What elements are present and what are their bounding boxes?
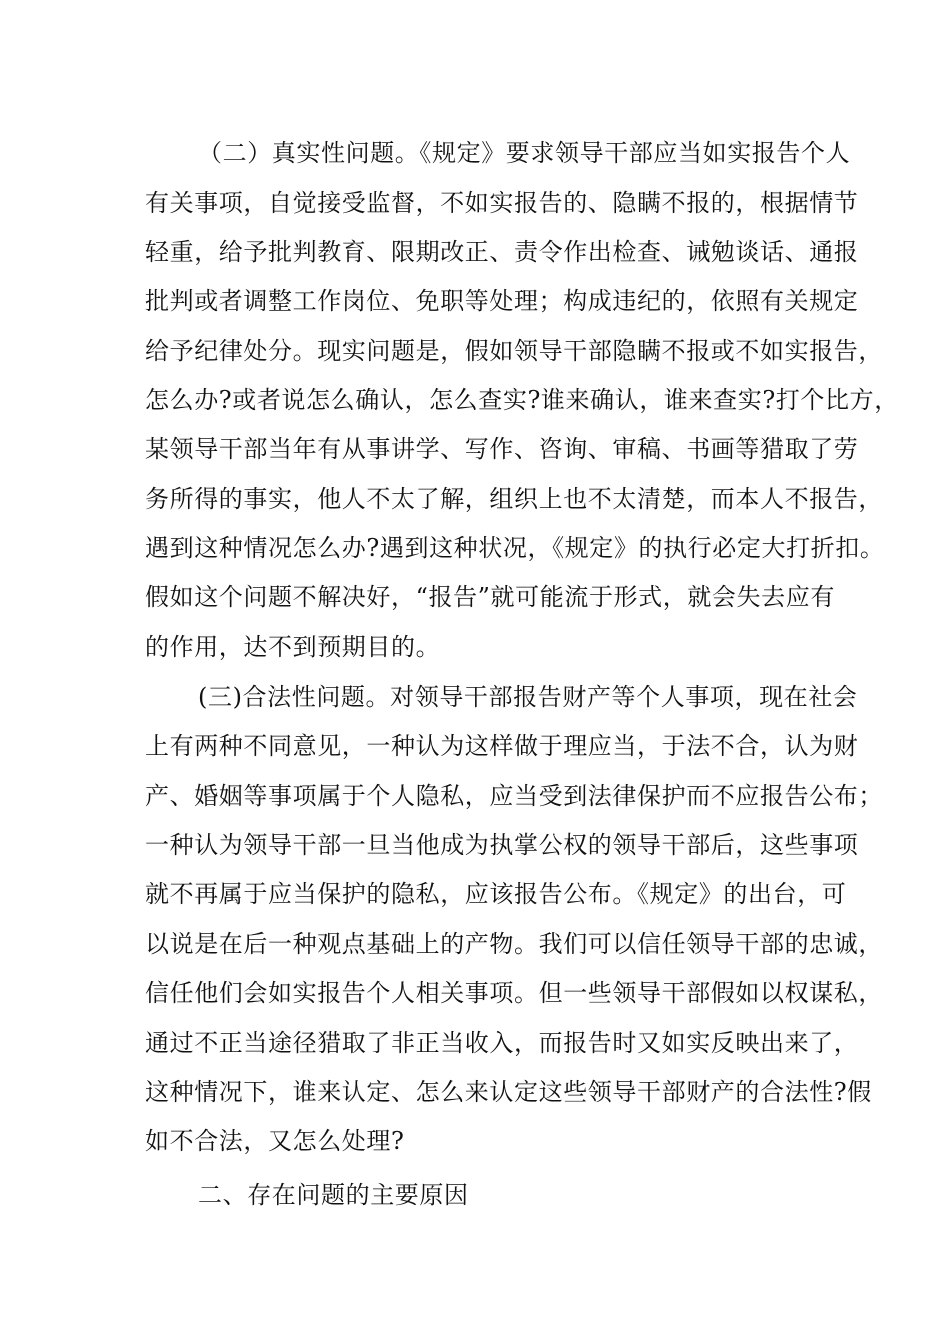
paragraph-3-line-5: 就不再属于应当保护的隐私，应该报告公布。《规定》的出台，可 — [145, 880, 847, 908]
paragraph-3-line-10: 如不合法，又怎么处理? — [145, 1127, 405, 1155]
paragraph-3-line-4: 一种认为领导干部一旦当他成为执掌公权的领导干部后，这些事项 — [145, 831, 859, 859]
paragraph-3-line-3: 产、婚姻等事项属于个人隐私，应当受到法律保护而不应报告公布； — [145, 782, 883, 810]
paragraph-3-line-1: (三)合法性问题。对领导干部报告财产等个人事项，现在社会 — [198, 683, 858, 711]
paragraph-3-line-9: 这种情况下，谁来认定、怎么来认定这些领导干部财产的合法性?假 — [145, 1078, 872, 1106]
paragraph-3-line-8: 通过不正当途径猎取了非正当收入，而报告时又如实反映出来了， — [145, 1029, 859, 1057]
paragraph-2-line-7: 某领导干部当年有从事讲学、写作、咨询、审稿、书画等猎取了劳 — [145, 435, 859, 463]
section-heading: 二、存在问题的主要原因 — [198, 1181, 469, 1209]
paragraph-2-line-5: 给予纪律处分。现实问题是，假如领导干部隐瞒不报或不如实报告， — [145, 337, 883, 365]
paragraph-2-line-6: 怎么办?或者说怎么确认，怎么查实?谁来确认，谁来查实?打个比方， — [145, 386, 899, 414]
paragraph-2-line-10: 假如这个问题不解决好，“报告”就可能流于形式，就会失去应有 — [145, 583, 835, 611]
paragraph-2-line-3: 轻重，给予批判教育、限期改正、责令作出检查、诫勉谈话、通报 — [145, 238, 859, 266]
paragraph-3-line-2: 上有两种不同意见，一种认为这样做于理应当，于法不合，认为财 — [145, 732, 859, 760]
paragraph-2-line-9: 遇到这种情况怎么办?遇到这种状况，《规定》的执行必定大打折扣。 — [145, 534, 885, 562]
paragraph-3-line-7: 信任他们会如实报告个人相关事项。但一些领导干部假如以权谋私， — [145, 979, 883, 1007]
paragraph-2-line-11: 的作用，达不到预期目的。 — [145, 633, 441, 661]
paragraph-2-line-4: 批判或者调整工作岗位、免职等处理；构成违纪的，依照有关规定 — [145, 287, 859, 315]
paragraph-2-line-2: 有关事项，自觉接受监督，不如实报告的、隐瞒不报的，根据情节 — [145, 189, 859, 217]
paragraph-3-line-6: 以说是在后一种观点基础上的产物。我们可以信任领导干部的忠诚， — [145, 930, 883, 958]
paragraph-2-line-1: （二）真实性问题。《规定》要求领导干部应当如实报告个人 — [198, 139, 851, 167]
paragraph-2-line-8: 务所得的事实，他人不太了解，组织上也不太清楚，而本人不报告， — [145, 485, 883, 513]
